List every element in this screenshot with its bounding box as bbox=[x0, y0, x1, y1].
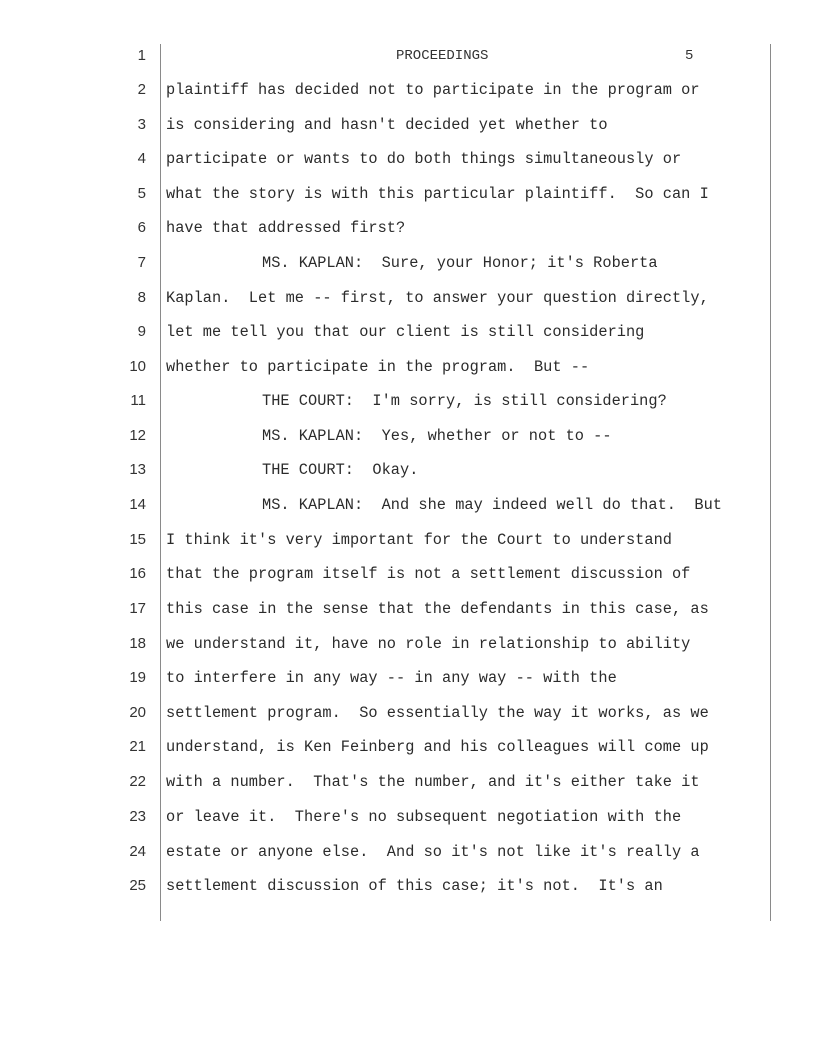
transcript-line bbox=[0, 253, 816, 288]
transcript-line bbox=[0, 391, 816, 426]
line-text: whether to participate in the program. But -- bbox=[166, 358, 590, 376]
line-number: 10 bbox=[129, 358, 146, 375]
line-text: MS. KAPLAN: And she may indeed well do that. But bbox=[262, 496, 722, 514]
line-text: estate or anyone else. And so it's not like it's really a bbox=[166, 843, 700, 861]
line-text: we understand it, have no role in relationship to ability bbox=[166, 635, 691, 653]
transcript-line bbox=[0, 115, 816, 150]
line-text: this case in the sense that the defendants in this case, as bbox=[166, 600, 709, 618]
line-number: 19 bbox=[129, 669, 146, 686]
transcript-line bbox=[0, 357, 816, 392]
transcript-line bbox=[0, 426, 816, 461]
line-number: 8 bbox=[137, 289, 146, 306]
line-text: have that addressed first? bbox=[166, 219, 406, 237]
line-text: or leave it. There's no subsequent negotiation with the bbox=[166, 808, 682, 826]
transcript-line bbox=[0, 842, 816, 877]
transcript-line bbox=[0, 668, 816, 703]
line-number: 5 bbox=[137, 185, 146, 202]
line-text: MS. KAPLAN: Sure, your Honor; it's Roberta bbox=[262, 254, 658, 272]
line-number: 23 bbox=[129, 808, 146, 825]
line-number: 11 bbox=[130, 392, 146, 409]
page-number: 5 bbox=[685, 48, 694, 64]
line-number: 13 bbox=[129, 461, 146, 478]
line-number: 12 bbox=[129, 427, 146, 444]
transcript-line bbox=[0, 80, 816, 115]
line-number: 6 bbox=[137, 219, 146, 236]
line-text: understand, is Ken Feinberg and his colleagues will come up bbox=[166, 738, 709, 756]
line-number: 21 bbox=[129, 738, 146, 755]
line-text: Kaplan. Let me -- first, to answer your question directly, bbox=[166, 289, 709, 307]
transcript-line bbox=[0, 634, 816, 669]
line-text: THE COURT: I'm sorry, is still considering? bbox=[262, 392, 667, 410]
line-number: 22 bbox=[129, 773, 146, 790]
transcript-line bbox=[0, 599, 816, 634]
transcript-line bbox=[0, 46, 816, 81]
line-number: 15 bbox=[129, 531, 146, 548]
line-number: 7 bbox=[137, 254, 146, 271]
line-number: 25 bbox=[129, 877, 146, 894]
line-text: let me tell you that our client is still considering bbox=[166, 323, 645, 341]
transcript-line bbox=[0, 876, 816, 911]
line-text: participate or wants to do both things simultaneously or bbox=[166, 150, 682, 168]
line-text: what the story is with this particular plaintiff. So can I bbox=[166, 185, 709, 203]
transcript-line bbox=[0, 530, 816, 565]
line-text: settlement program. So essentially the way it works, as we bbox=[166, 704, 709, 722]
line-number: 1 bbox=[137, 47, 146, 64]
transcript-line bbox=[0, 703, 816, 738]
line-text: THE COURT: Okay. bbox=[262, 461, 419, 479]
transcript-line bbox=[0, 184, 816, 219]
line-number: 17 bbox=[129, 600, 146, 617]
transcript-line bbox=[0, 737, 816, 772]
transcript-line bbox=[0, 288, 816, 323]
line-number: 20 bbox=[129, 704, 146, 721]
line-text: I think it's very important for the Court to understand bbox=[166, 531, 672, 549]
line-text: settlement discussion of this case; it's not. It's an bbox=[166, 877, 663, 895]
line-number: 24 bbox=[129, 843, 146, 860]
line-number: 16 bbox=[129, 565, 146, 582]
line-number: 4 bbox=[137, 150, 146, 167]
transcript-line bbox=[0, 564, 816, 599]
line-text: is considering and hasn't decided yet whether to bbox=[166, 116, 608, 134]
transcript-line bbox=[0, 807, 816, 842]
line-text: MS. KAPLAN: Yes, whether or not to -- bbox=[262, 427, 612, 445]
line-number: 14 bbox=[129, 496, 146, 513]
transcript-line bbox=[0, 772, 816, 807]
line-text: to interfere in any way -- in any way -- with the bbox=[166, 669, 617, 687]
line-text: plaintiff has decided not to participate in the program or bbox=[166, 81, 700, 99]
transcript-line bbox=[0, 218, 816, 253]
transcript-line bbox=[0, 322, 816, 357]
transcript-line bbox=[0, 149, 816, 184]
transcript-line bbox=[0, 495, 816, 530]
page-header-title: PROCEEDINGS bbox=[396, 48, 489, 64]
transcript-line bbox=[0, 460, 816, 495]
line-number: 2 bbox=[137, 81, 146, 98]
line-number: 9 bbox=[137, 323, 146, 340]
line-text: that the program itself is not a settlement discussion of bbox=[166, 565, 691, 583]
line-number: 3 bbox=[137, 116, 146, 133]
line-number: 18 bbox=[129, 635, 146, 652]
line-text: with a number. That's the number, and it's either take it bbox=[166, 773, 700, 791]
